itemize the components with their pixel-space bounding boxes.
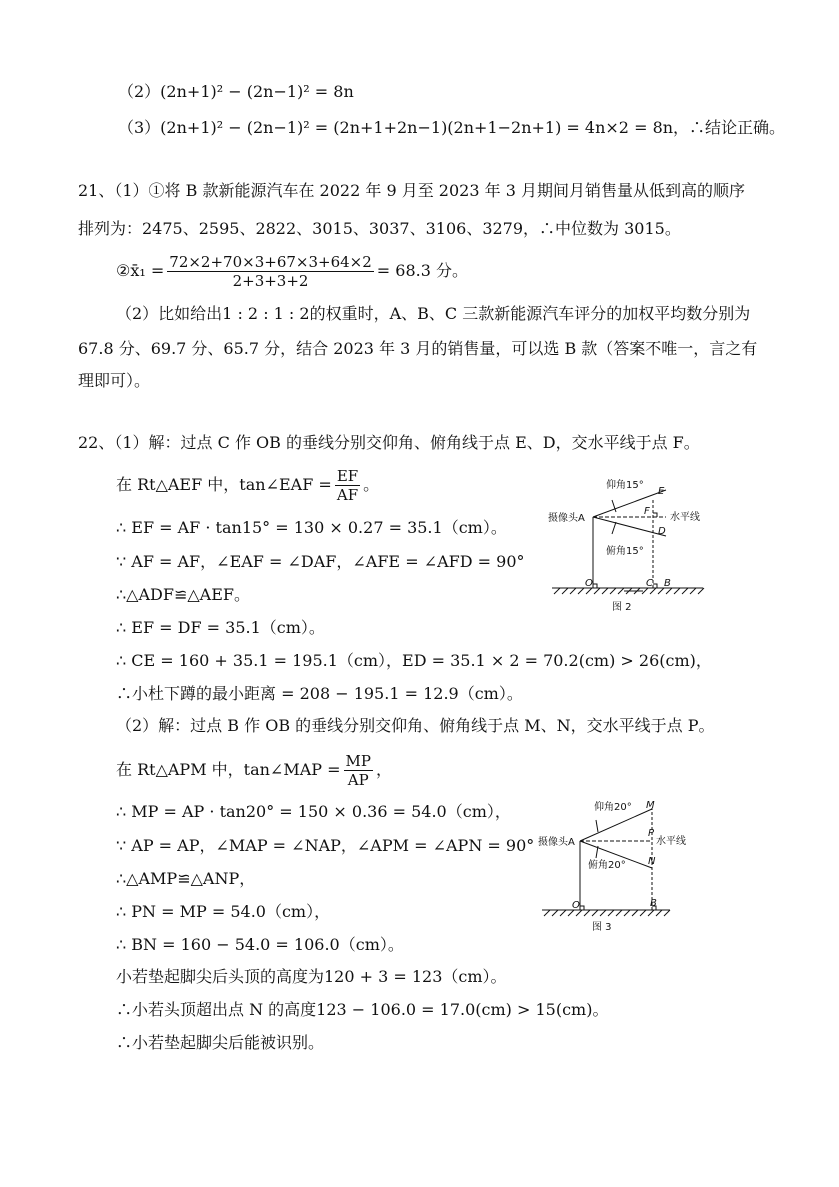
q22-part2-intro: （2）解：过点 B 作 OB 的垂线分别交仰角、俯角线于点 M、N，交水平线于点 P。 xyxy=(116,716,715,735)
q22-part2-step4: ∴ PN = MP = 54.0（cm）， xyxy=(116,902,331,921)
q22-part2-step3: ∴△AMP≌△ANP， xyxy=(116,869,256,888)
fig3-down-label: 俯角20° xyxy=(588,860,626,871)
q21-part2-line1: （2）比如给出1 : 2 : 1 : 2的权重时，A、B、C 三款新能源汽车评分的加权平均数分别为 xyxy=(116,304,751,323)
mean-fraction xyxy=(167,253,374,290)
q22-step3: ∴△ADF≌△AEF。 xyxy=(116,585,251,604)
figure-3 xyxy=(538,796,686,936)
fig2-hatching xyxy=(554,588,704,594)
fig2-depression-line xyxy=(593,517,666,536)
q22-part1-intro: 22、（1）解：过点 C 作 OB 的垂线分别交仰角、俯角线于点 E、D，交水平线于点 F。 xyxy=(78,433,700,452)
tan1-numerator: EF xyxy=(336,467,359,485)
tan2-denominator: AP xyxy=(347,771,369,789)
q22-tan2 xyxy=(116,750,392,790)
fig2-down-label: 俯角15° xyxy=(606,546,644,557)
fig2-down-arrow-line xyxy=(612,522,616,534)
tan2-prefix: 在 Rt△APM 中，tan∠MAP = xyxy=(116,760,341,779)
fig2-caption: 图 2 xyxy=(612,602,632,613)
fig2-point-o: O xyxy=(585,578,593,589)
q22-step2: ∵ AF = AF，∠EAF = ∠DAF，∠AFE = ∠AFD = 90° xyxy=(116,552,525,571)
fig2-right-angle-f xyxy=(653,513,657,517)
q22-part2-step7: ∴小若头顶超出点 N 的高度123 − 106.0 = 17.0(cm) > 15(cm)。 xyxy=(116,1000,609,1019)
fig3-horizontal-label: 水平线 xyxy=(656,836,686,847)
fig3-point-b: B xyxy=(650,898,657,909)
fig2-point-e: E xyxy=(658,486,665,497)
fig3-hatching xyxy=(544,910,670,916)
q22-step4: ∴ EF = DF = 35.1（cm）。 xyxy=(116,618,325,637)
q20-line3: （3）(2n+1)² − (2n−1)² = (2n+1+2n−1)(2n+1−2n+1) = 4n×2 = 8n，∴结论正确。 xyxy=(118,118,786,137)
q22-part2-step5: ∴ BN = 160 − 54.0 = 106.0（cm）。 xyxy=(116,935,404,954)
mean-prefix: ② xyxy=(116,261,131,280)
tan2-fraction xyxy=(344,752,373,789)
fig3-point-n: N xyxy=(648,856,656,867)
tan1-denominator: AF xyxy=(336,486,359,504)
mean-numerator: 72×2+70×3+67×3+64×2 xyxy=(169,253,372,271)
fig2-right-angle-o xyxy=(593,584,597,588)
q21-part2-line2: 67.8 分、69.7 分、65.7 分，结合 2023 年 3 月的销售量，可以选 B 款（答案不唯一，言之有 xyxy=(78,339,758,358)
q22-step5: ∴ CE = 160 + 35.1 = 195.1（cm），ED = 35.1 × 2 = 70.2(cm) > 26(cm)， xyxy=(116,651,712,670)
q22-part2-step1: ∴ MP = AP · tan20° = 150 × 0.36 = 54.0（cm）， xyxy=(116,802,511,821)
q22-step1: ∴ EF = AF · tan15° = 130 × 0.27 = 35.1（cm）。 xyxy=(116,518,507,537)
mean-result: = 68.3 分。 xyxy=(376,261,468,280)
q20-line2: （2）(2n+1)² − (2n−1)² = 8n xyxy=(118,82,354,101)
fig2-up-label: 仰角15° xyxy=(606,480,644,491)
fig3-point-m: M xyxy=(646,800,655,811)
q22-tan1 xyxy=(116,465,379,505)
fig3-point-o: O xyxy=(572,900,580,911)
q22-step6: ∴小杜下蹲的最小距离 = 208 − 195.1 = 12.9（cm）。 xyxy=(116,684,523,703)
mean-variable: x̄₁ = xyxy=(130,261,165,280)
fig3-camera-label: 摄像头A xyxy=(538,837,575,848)
fig3-right-angle-o xyxy=(580,906,584,910)
tan2-numerator: MP xyxy=(345,752,371,770)
mean-denominator: 2+3+3+2 xyxy=(232,272,309,290)
q22-part2-step8: ∴小若垫起脚尖后能被识别。 xyxy=(116,1033,325,1052)
fig3-up-arrow-line xyxy=(596,820,598,832)
fig2-horizontal-label: 水平线 xyxy=(670,512,700,523)
fig2-point-c: C xyxy=(646,578,653,589)
tan1-prefix: 在 Rt△AEF 中，tan∠EAF = xyxy=(116,475,332,494)
q21-part2-line3: 理即可）。 xyxy=(78,371,151,390)
q21-part1-line2: 排列为：2475、2595、2822、3015、3037、3106、3279，∴中位数为 3015。 xyxy=(78,219,681,238)
tan1-suffix: 。 xyxy=(363,475,380,494)
q22-part2-step6: 小若垫起脚尖后头顶的高度为120 + 3 = 123（cm）。 xyxy=(116,967,507,986)
fig3-point-p: P xyxy=(648,828,655,839)
fig2-point-f: F xyxy=(644,506,650,517)
fig2-camera-label: 摄像头A xyxy=(548,513,585,524)
fig2-point-b: B xyxy=(664,578,671,589)
fig3-up-label: 仰角20° xyxy=(594,802,632,813)
tan1-fraction xyxy=(335,467,360,504)
tan2-suffix: ， xyxy=(376,760,393,779)
fig3-elevation-line xyxy=(580,809,652,841)
q22-part2-step2: ∵ AP = AP，∠MAP = ∠NAP，∠APM = ∠APN = 90° xyxy=(116,836,535,855)
fig2-right-angle-c xyxy=(653,584,657,588)
fig2-point-d: D xyxy=(658,526,666,537)
q21-mean-equation xyxy=(116,252,468,290)
fig3-caption: 图 3 xyxy=(592,922,612,933)
q21-part1-line1: 21、（1）①将 B 款新能源汽车在 2022 年 9 月至 2023 年 3 月期间月销售量从低到高的顺序 xyxy=(78,181,745,200)
figure-2 xyxy=(548,474,708,616)
